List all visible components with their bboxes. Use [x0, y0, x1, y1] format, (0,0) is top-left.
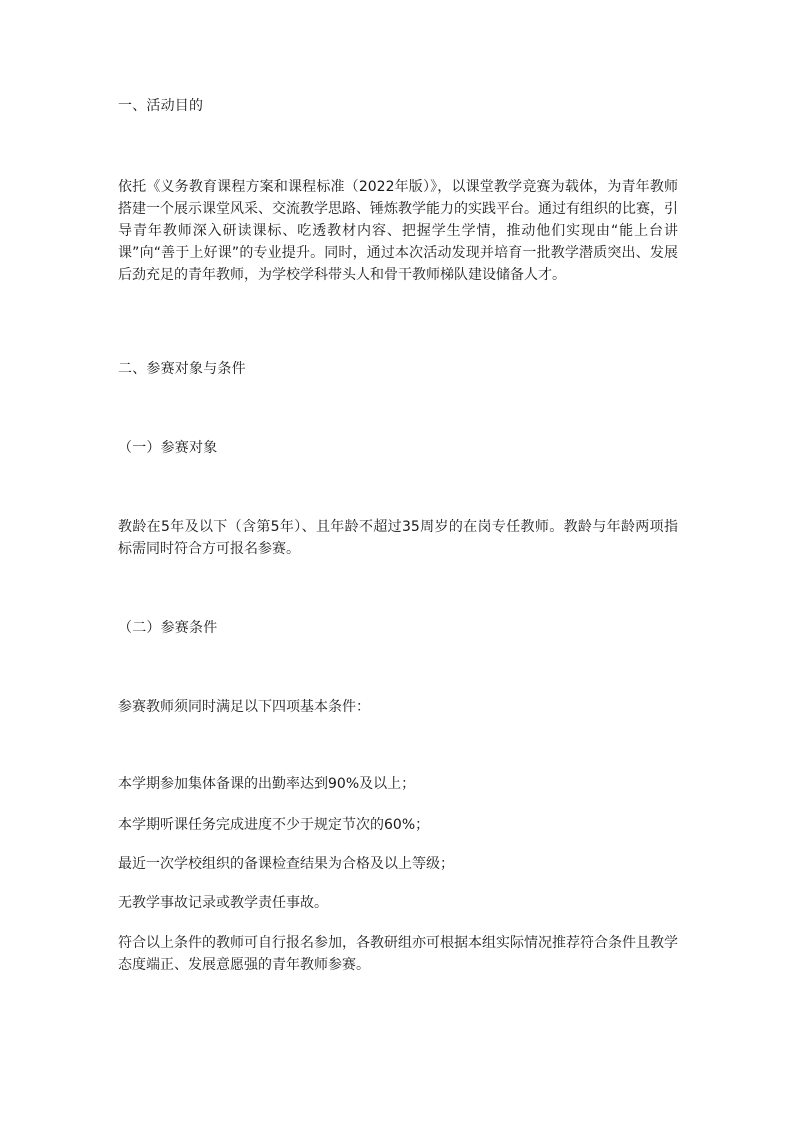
condition-item-4: 无教学事故记录或教学责任事故。 — [118, 895, 328, 911]
section-1-heading: 一、活动目的 — [118, 98, 204, 114]
condition-item-3: 最近一次学校组织的备课检查结果为合格及以上等级； — [118, 856, 454, 872]
section-2-heading: 二、参赛对象与条件 — [118, 361, 246, 377]
subsection-1-heading: （一）参赛对象 — [118, 440, 218, 456]
condition-item-2: 本学期听课任务完成进度不少于规定节次的60%； — [118, 817, 430, 833]
subsection-1-body: 教龄在5年及以下（含第5年）、且年龄不超过35周岁的在岗专任教师。教龄与年龄两项指标需同时符合方可报名参赛。 — [118, 519, 678, 557]
subsection-2-heading: （二）参赛条件 — [118, 620, 218, 636]
subsection-2-intro: 参赛教师须同时满足以下四项基本条件： — [118, 699, 370, 715]
closing-paragraph: 符合以上条件的教师可自行报名参加，各教研组亦可根据本组实际情况推荐符合条件且教学态度端正、发展意愿强的青年教师参赛。 — [118, 935, 678, 973]
section-1-body: 依托《义务教育课程方案和课程标准（2022年版）》，以课堂教学竞赛为载体，为青年教师搭建一个展示课堂风采、交流教学思路、锤炼教学能力的实践平台。通过有组织的比赛，引导青年教师深入研读课标、吃透教材内容、把握学生学情，推动他们实现由“能上台讲课”向“善于上好课”的专业提升。同时，通过本次活动发现并培育一批教学潜质突出、发展后劲充足的青年教师，为学校学科带头人和骨干教师梯队建设储备人才。 — [118, 179, 678, 283]
condition-item-1: 本学期参加集体备课的出勤率达到90%及以上； — [118, 776, 416, 792]
